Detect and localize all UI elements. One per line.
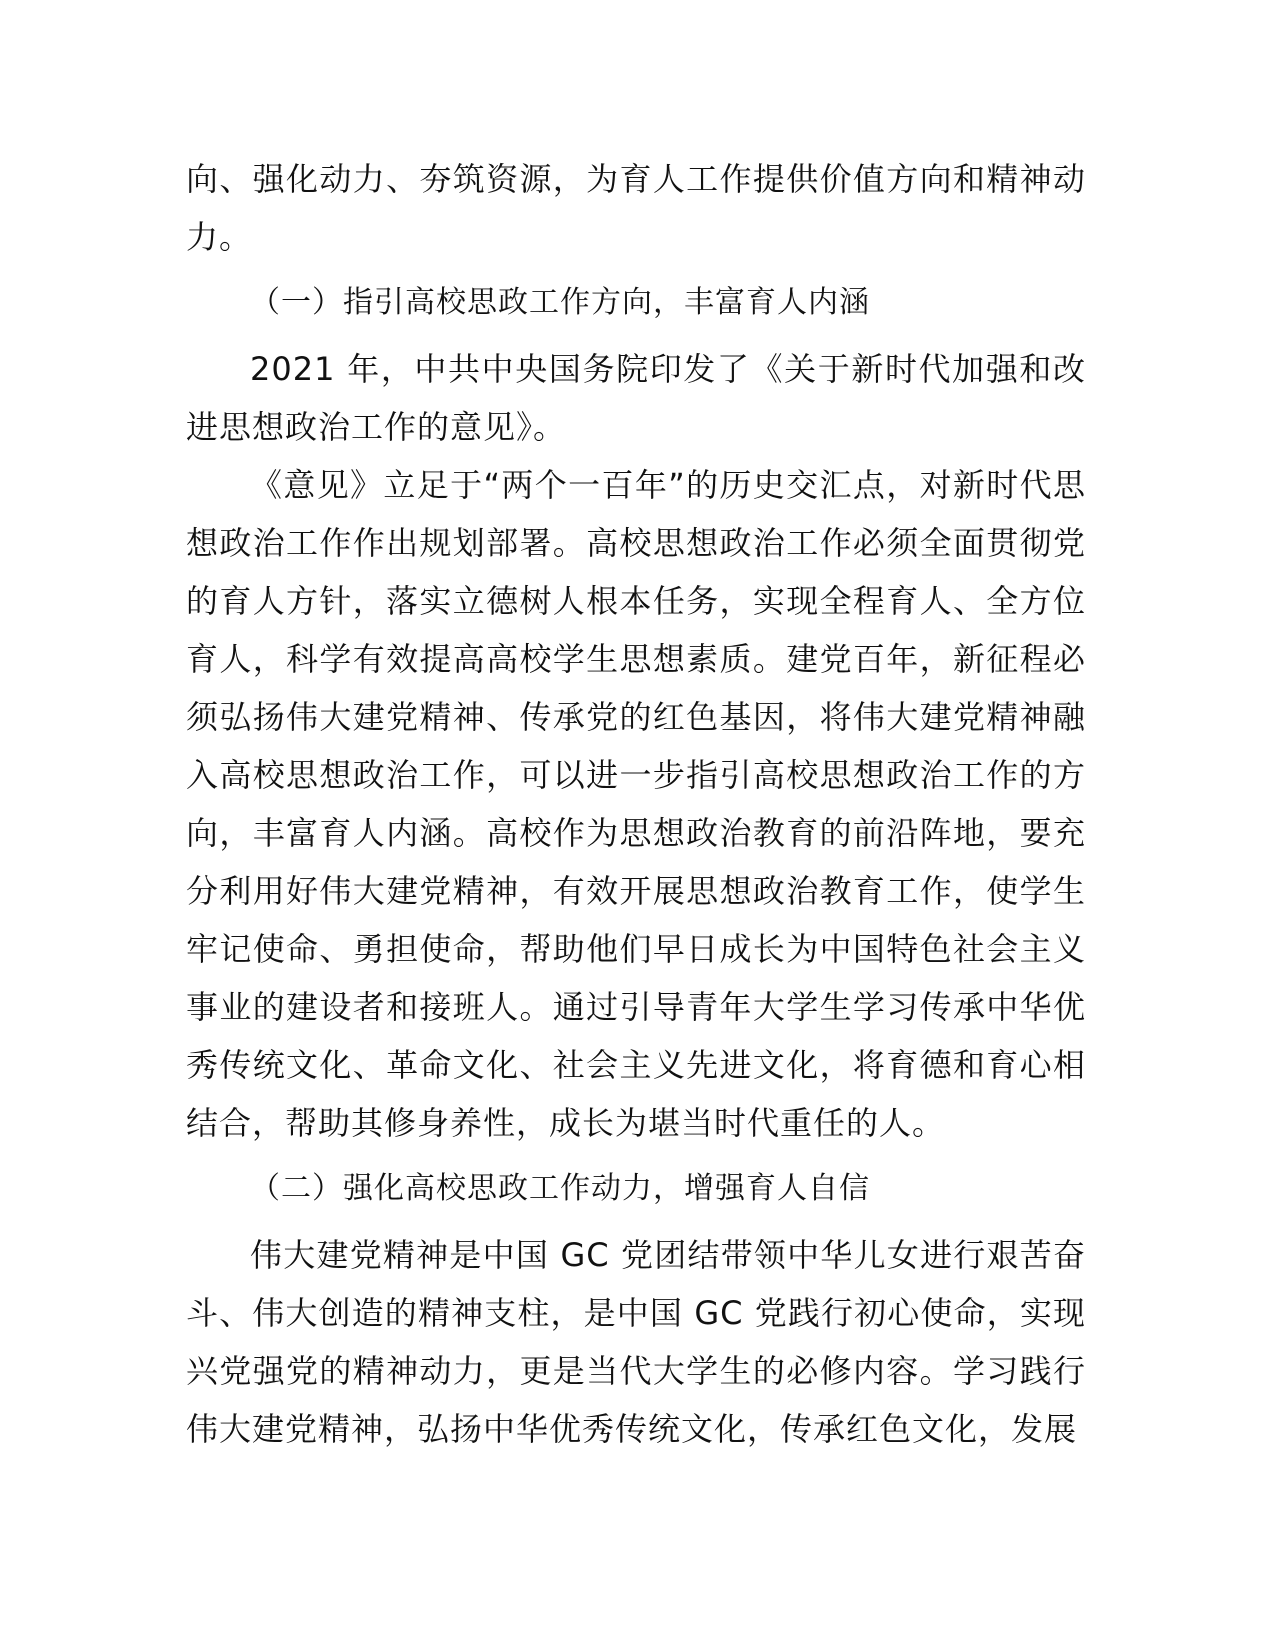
section-heading-2: （二）强化高校思政工作动力，增强育人自信 xyxy=(250,1171,870,1206)
paragraph-party-spirit: 伟大建党精神是中国 GC 党团结带领中华儿女进行艰苦奋斗、伟大创造的精神支柱，是中国 GC 党践行初心使命，实现兴党强党的精神动力，更是当代大学生的必修内容。学习践行伟大建党精神，弘扬中华优秀传统文化，传承红色文化，发展 xyxy=(186,1236,1086,1448)
section-heading-1: （一）指引高校思政工作方向，丰富育人内涵 xyxy=(250,285,870,320)
document-body xyxy=(186,150,1086,1458)
paragraph-opinion-issued: 2021 年，中共中央国务院印发了《关于新时代加强和改进思想政治工作的意见》。 xyxy=(186,350,1086,446)
paragraph-continuation: 向、强化动力、夯筑资源，为育人工作提供价值方向和精神动力。 xyxy=(186,160,1086,256)
paragraph-opinion-details: 《意见》立足于“两个一百年”的历史交汇点，对新时代思想政治工作作出规划部署。高校思想政治工作必须全面贯彻党的育人方针，落实立德树人根本任务，实现全程育人、全方位育人，科学有效提高高校学生思想素质。建党百年，新征程必须弘扬伟大建党精神、传承党的红色基因，将伟大建党精神融入高校思想政治工作，可以进一步指引高校思想政治工作的方向，丰富育人内涵。高校作为思想政治教育的前沿阵地，要充分利用好伟大建党精神，有效开展思想政治教育工作，使学生牢记使命、勇担使命，帮助他们早日成长为中国特色社会主义事业的建设者和接班人。通过引导青年大学生学习传承中华优秀传统文化、革命文化、社会主义先进文化，将育德和育心相结合，帮助其修身养性，成长为堪当时代重任的人。 xyxy=(186,466,1086,1142)
